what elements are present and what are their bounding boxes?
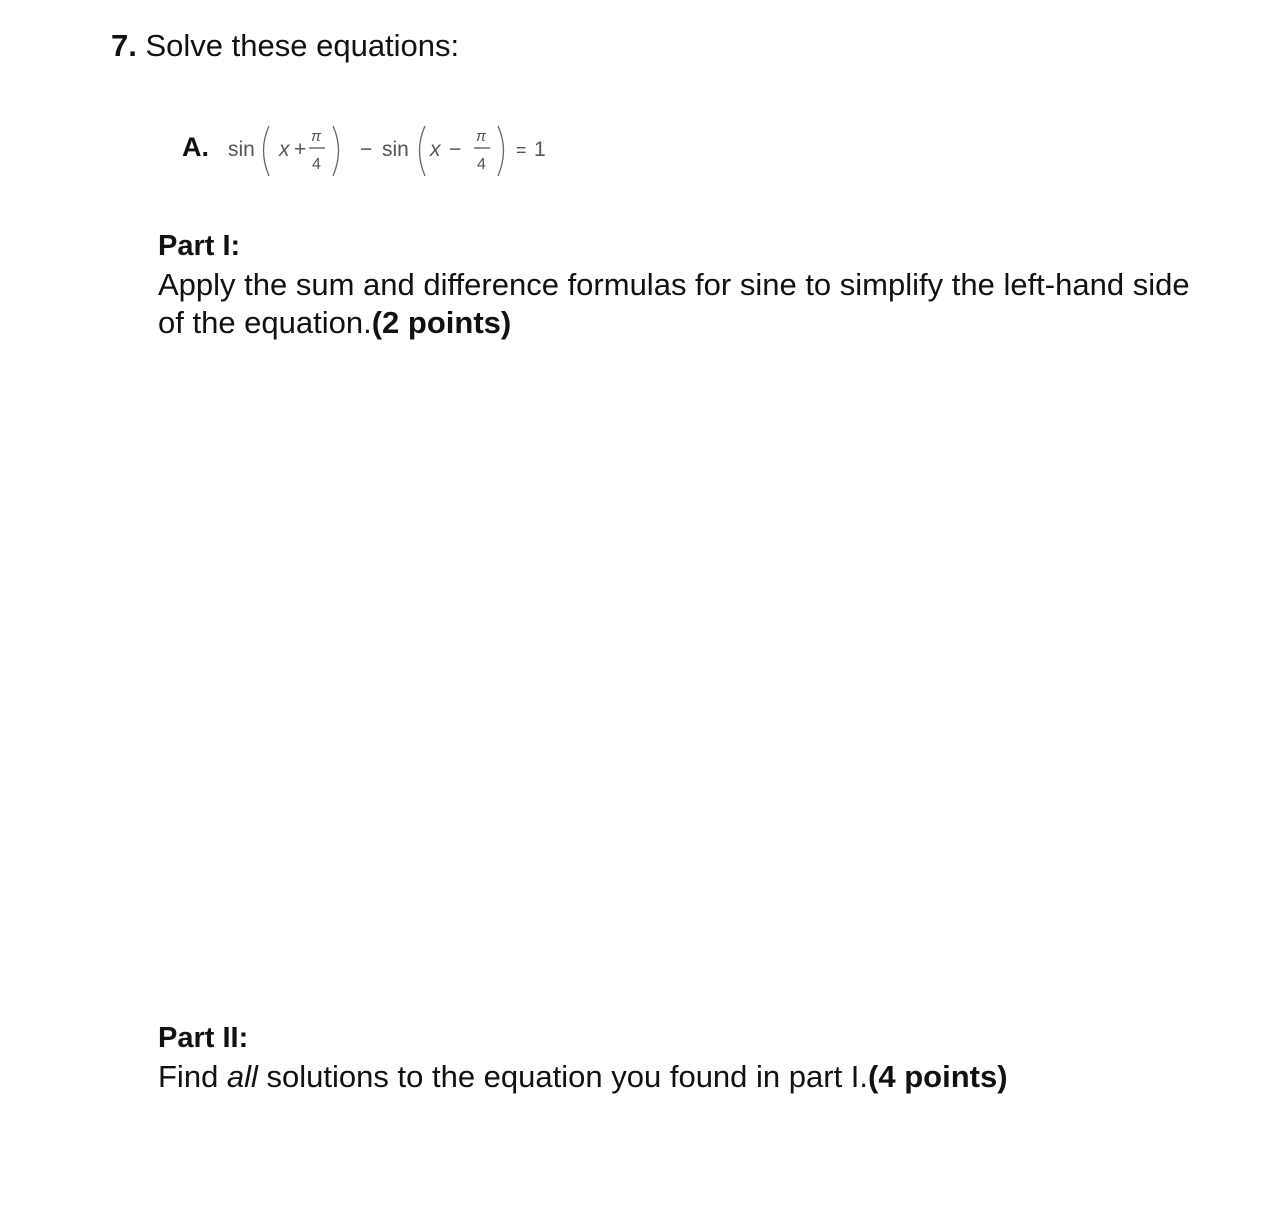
question-text: Solve these equations:: [145, 28, 460, 63]
eq-op2: −: [449, 138, 462, 161]
eq-paren-close-2: [498, 126, 504, 176]
equation-svg: [224, 121, 564, 183]
part1-points: (2 points): [371, 305, 512, 340]
eq-fn2: sin: [382, 138, 409, 161]
eq-frac1-num: π: [311, 128, 322, 145]
eq-op1: +: [294, 138, 307, 161]
eq-fn1: sin: [228, 138, 255, 161]
part1-instructions: [158, 266, 1268, 342]
part2-heading: Part II:: [158, 1022, 249, 1054]
eq-frac1-den: 4: [312, 156, 321, 173]
eq-var2: x: [430, 138, 441, 161]
eq-paren-open-1: [264, 126, 270, 176]
eq-paren-open-2: [420, 126, 426, 176]
part2-body-suffix: solutions to the equation you found in part I.: [257, 1059, 869, 1094]
eq-frac2-den: 4: [477, 156, 486, 173]
eq-equals: =: [516, 140, 527, 160]
question-number: 7.: [111, 28, 137, 63]
eq-paren-close-1: [333, 126, 339, 176]
eq-frac2-num: π: [476, 128, 487, 145]
part2-body-prefix: Find: [158, 1059, 227, 1094]
part1-body-line2: of the equation.: [158, 305, 372, 340]
eq-var1: x: [279, 138, 290, 161]
question-title: [111, 26, 459, 66]
part2-instructions: [158, 1058, 1008, 1096]
part-a-label: A.: [182, 132, 209, 162]
part2-points: (4 points): [868, 1059, 1008, 1094]
part2-body-emphasis: all: [226, 1059, 258, 1094]
part1-heading: Part I:: [158, 230, 241, 262]
equation-image: [224, 121, 564, 183]
part1-body-line1: Apply the sum and difference formulas for sine to simplify the left-hand side: [158, 267, 1190, 302]
eq-rhs: 1: [534, 138, 546, 161]
eq-minus: −: [360, 138, 373, 161]
